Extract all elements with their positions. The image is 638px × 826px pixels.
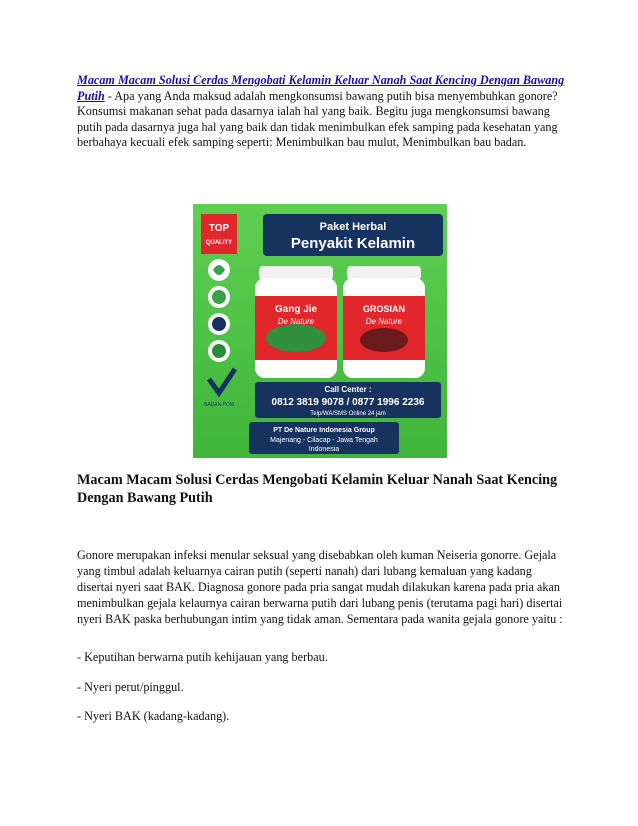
product-image — [193, 204, 447, 458]
jar1-brand-text: De Nature — [277, 317, 315, 326]
article-title-link[interactable]: Macam Macam Solusi Cerdas Mengobati Kelamin Keluar Nanah Saat Kencing Dengan Bawang Putih — [77, 73, 565, 103]
company-line2: Majenang - Cilacap - Jawa Tengah — [270, 437, 378, 444]
list-item: - Nyeri perut/pinggul. — [77, 680, 184, 694]
top-quality-badge — [201, 214, 237, 254]
jar2-label-text: GROSIAN — [362, 304, 406, 314]
intro-text: - Apa yang Anda maksud adalah mengkonsumsi bawang putih bisa menyembuhkan gonore? Konsumsi makanan sehat pada dasarnya ialah hal yang baik. Begitu juga mengkonsumsi bawang putih pada dasarnya juga hal yang baik dan tidak menimbulkan efek samping pada kesehatan yang berbahaya kecuali efek samping seperti: Menimbulkan bau mulut, Menimbulkan bau badan. — [77, 88, 558, 150]
badge-quality-text: QUALITY — [205, 240, 233, 246]
list-item: - Keputihan berwarna putih kehijauan yang berbau. — [77, 650, 328, 664]
badan-pom-text: BADAN POM — [203, 402, 235, 408]
intro-paragraph — [77, 73, 567, 151]
company-line3: Indonesia — [308, 446, 340, 453]
jar1-cap — [259, 266, 333, 280]
product-illustration — [193, 204, 447, 458]
company-line1: PT De Nature Indonesia Group — [273, 427, 375, 434]
banner-line1: Paket Herbal — [319, 221, 387, 233]
badge-top-text: TOP — [208, 223, 230, 234]
jar2-cap — [347, 266, 421, 280]
list-item: - Nyeri BAK (kadang-kadang). — [77, 709, 230, 723]
banner-line2: Penyakit Kelamin — [290, 235, 416, 252]
jar2-brand-text: De Nature — [365, 317, 403, 326]
call-center-note: Telp/WA/SMS Online 24 jam — [310, 411, 386, 417]
call-center-label: Call Center : — [324, 385, 372, 394]
badan-pom-icon — [209, 369, 235, 393]
section-heading: Macam Macam Solusi Cerdas Mengobati Kelamin Keluar Nanah Saat Kencing Dengan Bawang Putih — [77, 472, 558, 506]
call-center-phones: 0812 3819 9078 / 0877 1996 2236 — [271, 397, 425, 408]
body-text: Gonore merupakan infeksi menular seksual yang disebabkan oleh kuman Neiseria gonorre. Gejala yang timbul adalah keluarnya cairan putih (seperti nanah) dari lubang kemaluan yang kadang disertai nyeri saat BAK. Diagnosa gonore pada pria sangat mudah dilakukan karena pada pria akan menimbulkan gejala kelaurnya cairan berwarna putih dari lubang penis (terutama pagi hari) disertai nyeri BAK paska berhubungan intim yang tidak aman. Sementara pada wanita gejala gonore yaitu : — [77, 548, 563, 626]
body-paragraph — [77, 547, 567, 627]
jar1-label-text: Gang Jie — [274, 304, 318, 315]
